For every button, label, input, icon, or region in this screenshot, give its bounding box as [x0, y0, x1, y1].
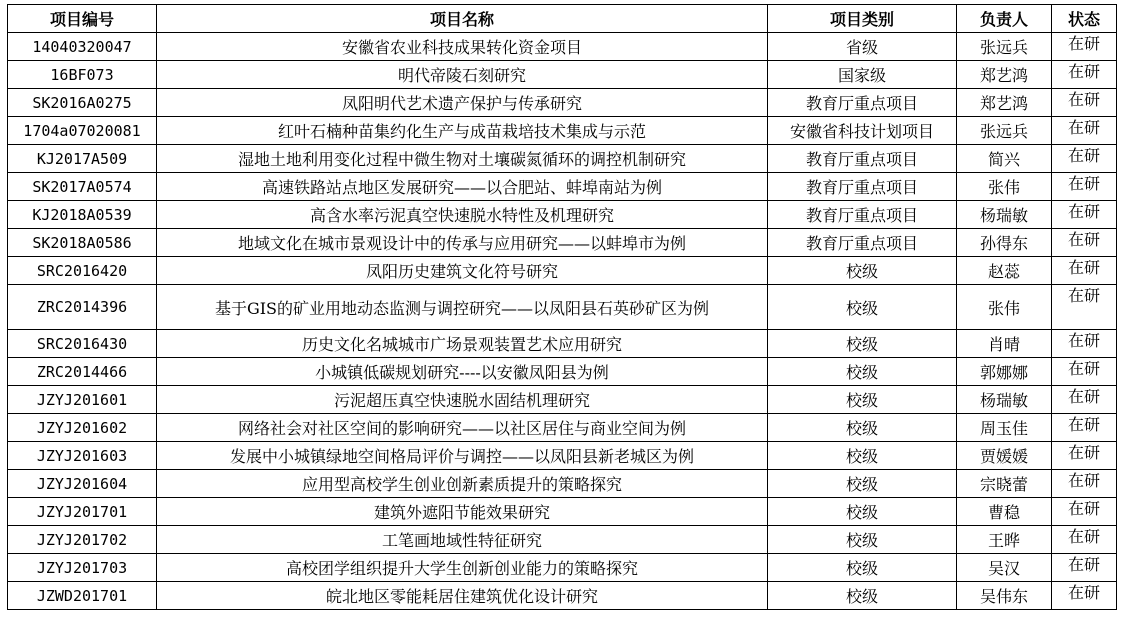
cell-code: KJ2018A0539: [8, 201, 157, 229]
cell-name: 工笔画地域性特征研究: [157, 526, 768, 554]
cell-category: 省级: [768, 33, 957, 61]
cell-category: 校级: [768, 330, 957, 358]
cell-name: 高含水率污泥真空快速脱水特性及机理研究: [157, 201, 768, 229]
cell-category: 校级: [768, 442, 957, 470]
cell-code: SRC2016420: [8, 257, 157, 285]
cell-code: KJ2017A509: [8, 145, 157, 173]
cell-status: 在研: [1052, 414, 1117, 442]
cell-category: 教育厅重点项目: [768, 173, 957, 201]
cell-status: 在研: [1052, 285, 1117, 330]
cell-name: 网络社会对社区空间的影响研究——以社区居住与商业空间为例: [157, 414, 768, 442]
cell-leader: 简兴: [957, 145, 1052, 173]
cell-category: 校级: [768, 257, 957, 285]
cell-name: 历史文化名城城市广场景观装置艺术应用研究: [157, 330, 768, 358]
cell-leader: 张远兵: [957, 33, 1052, 61]
cell-code: SK2017A0574: [8, 173, 157, 201]
header-code: 项目编号: [8, 5, 157, 33]
header-row: [8, 5, 1117, 33]
cell-code: 14040320047: [8, 33, 157, 61]
table-body: [8, 33, 1117, 610]
cell-leader: 郭娜娜: [957, 358, 1052, 386]
cell-status: 在研: [1052, 33, 1117, 61]
cell-code: JZYJ201703: [8, 554, 157, 582]
cell-leader: 吴伟东: [957, 582, 1052, 610]
cell-leader: 杨瑞敏: [957, 201, 1052, 229]
cell-leader: 王晔: [957, 526, 1052, 554]
table-row: [8, 201, 1117, 229]
cell-category: 校级: [768, 470, 957, 498]
cell-code: 16BF073: [8, 61, 157, 89]
table-row: [8, 229, 1117, 257]
cell-status: 在研: [1052, 386, 1117, 414]
cell-name: 发展中小城镇绿地空间格局评价与调控——以凤阳县新老城区为例: [157, 442, 768, 470]
cell-category: 校级: [768, 386, 957, 414]
cell-code: JZYJ201701: [8, 498, 157, 526]
cell-name: 凤阳历史建筑文化符号研究: [157, 257, 768, 285]
cell-leader: 周玉佳: [957, 414, 1052, 442]
table-row: [8, 442, 1117, 470]
cell-code: JZYJ201603: [8, 442, 157, 470]
cell-leader: 肖晴: [957, 330, 1052, 358]
cell-category: 校级: [768, 358, 957, 386]
cell-leader: 张伟: [957, 173, 1052, 201]
cell-category: 校级: [768, 554, 957, 582]
cell-category: 安徽省科技计划项目: [768, 117, 957, 145]
cell-name: 红叶石楠种苗集约化生产与成苗栽培技术集成与示范: [157, 117, 768, 145]
cell-status: 在研: [1052, 89, 1117, 117]
table-row: [8, 330, 1117, 358]
cell-code: JZYJ201602: [8, 414, 157, 442]
cell-name: 小城镇低碳规划研究----以安徽凤阳县为例: [157, 358, 768, 386]
table-row: [8, 554, 1117, 582]
cell-category: 教育厅重点项目: [768, 89, 957, 117]
cell-name: 基于GIS的矿业用地动态监测与调控研究——以凤阳县石英砂矿区为例: [157, 285, 768, 330]
cell-status: 在研: [1052, 117, 1117, 145]
cell-status: 在研: [1052, 582, 1117, 610]
cell-status: 在研: [1052, 470, 1117, 498]
cell-code: JZYJ201601: [8, 386, 157, 414]
table-row: [8, 526, 1117, 554]
table-row: [8, 358, 1117, 386]
table-row: [8, 33, 1117, 61]
cell-name: 建筑外遮阳节能效果研究: [157, 498, 768, 526]
cell-status: 在研: [1052, 498, 1117, 526]
cell-code: JZWD201701: [8, 582, 157, 610]
cell-leader: 郑艺鸿: [957, 61, 1052, 89]
header-leader: 负责人: [957, 5, 1052, 33]
table-row: [8, 257, 1117, 285]
cell-category: 校级: [768, 498, 957, 526]
cell-name: 安徽省农业科技成果转化资金项目: [157, 33, 768, 61]
header-category: 项目类别: [768, 5, 957, 33]
cell-category: 教育厅重点项目: [768, 201, 957, 229]
cell-status: 在研: [1052, 61, 1117, 89]
table-row: [8, 61, 1117, 89]
cell-code: 1704a07020081: [8, 117, 157, 145]
cell-category: 校级: [768, 526, 957, 554]
cell-code: ZRC2014466: [8, 358, 157, 386]
cell-name: 地域文化在城市景观设计中的传承与应用研究——以蚌埠市为例: [157, 229, 768, 257]
cell-name: 应用型高校学生创业创新素质提升的策略探究: [157, 470, 768, 498]
cell-name: 污泥超压真空快速脱水固结机理研究: [157, 386, 768, 414]
table-row: [8, 386, 1117, 414]
cell-leader: 曹稳: [957, 498, 1052, 526]
cell-category: 校级: [768, 582, 957, 610]
cell-status: 在研: [1052, 330, 1117, 358]
table-row: [8, 582, 1117, 610]
cell-name: 高校团学组织提升大学生创新创业能力的策略探究: [157, 554, 768, 582]
table-row: [8, 117, 1117, 145]
header-name: 项目名称: [157, 5, 768, 33]
table-row: [8, 498, 1117, 526]
table-row: [8, 285, 1117, 330]
cell-leader: 赵蕊: [957, 257, 1052, 285]
project-table: [7, 4, 1117, 610]
cell-code: SK2016A0275: [8, 89, 157, 117]
cell-leader: 郑艺鸿: [957, 89, 1052, 117]
cell-leader: 吴汉: [957, 554, 1052, 582]
cell-status: 在研: [1052, 442, 1117, 470]
cell-category: 教育厅重点项目: [768, 145, 957, 173]
cell-status: 在研: [1052, 554, 1117, 582]
cell-leader: 宗晓蕾: [957, 470, 1052, 498]
cell-status: 在研: [1052, 173, 1117, 201]
table-row: [8, 173, 1117, 201]
cell-name: 凤阳明代艺术遗产保护与传承研究: [157, 89, 768, 117]
cell-leader: 杨瑞敏: [957, 386, 1052, 414]
cell-category: 国家级: [768, 61, 957, 89]
cell-leader: 贾媛媛: [957, 442, 1052, 470]
header-status: 状态: [1052, 5, 1117, 33]
cell-code: ZRC2014396: [8, 285, 157, 330]
cell-category: 校级: [768, 414, 957, 442]
cell-category: 教育厅重点项目: [768, 229, 957, 257]
cell-code: SK2018A0586: [8, 229, 157, 257]
cell-status: 在研: [1052, 526, 1117, 554]
cell-code: JZYJ201702: [8, 526, 157, 554]
cell-leader: 孙得东: [957, 229, 1052, 257]
table-row: [8, 145, 1117, 173]
table-row: [8, 414, 1117, 442]
cell-name: 明代帝陵石刻研究: [157, 61, 768, 89]
cell-name: 湿地土地利用变化过程中微生物对土壤碳氮循环的调控机制研究: [157, 145, 768, 173]
cell-leader: 张伟: [957, 285, 1052, 330]
table-row: [8, 470, 1117, 498]
cell-name: 皖北地区零能耗居住建筑优化设计研究: [157, 582, 768, 610]
cell-status: 在研: [1052, 229, 1117, 257]
cell-leader: 张远兵: [957, 117, 1052, 145]
cell-status: 在研: [1052, 257, 1117, 285]
table-row: [8, 89, 1117, 117]
cell-status: 在研: [1052, 145, 1117, 173]
cell-status: 在研: [1052, 201, 1117, 229]
cell-status: 在研: [1052, 358, 1117, 386]
cell-name: 高速铁路站点地区发展研究——以合肥站、蚌埠南站为例: [157, 173, 768, 201]
cell-code: SRC2016430: [8, 330, 157, 358]
cell-category: 校级: [768, 285, 957, 330]
cell-code: JZYJ201604: [8, 470, 157, 498]
